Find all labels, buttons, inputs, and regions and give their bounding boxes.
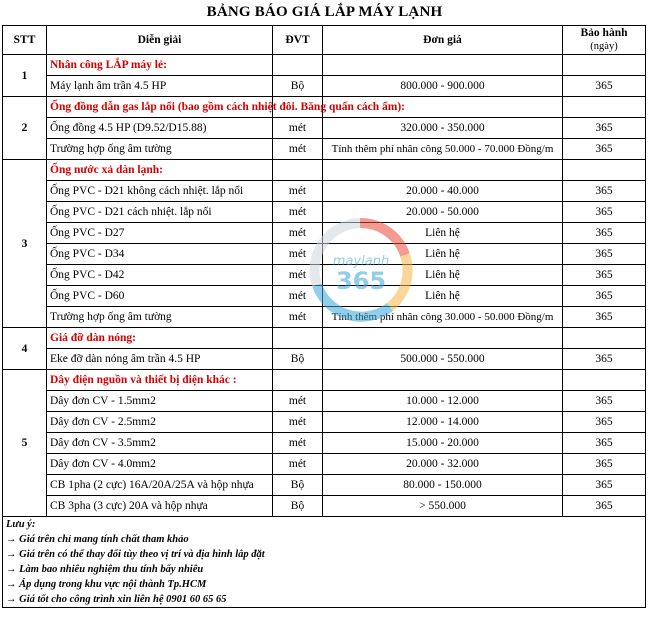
item-price: 10.000 - 12.000 bbox=[323, 391, 563, 412]
maylanh365-watermark-logo bbox=[305, 215, 415, 325]
item-description: Trường hợp ống âm tường bbox=[47, 307, 273, 328]
item-unit: mét bbox=[273, 412, 323, 433]
section-header-row bbox=[3, 370, 646, 391]
item-price: 12.000 - 14.000 bbox=[323, 412, 563, 433]
section-number: 4 bbox=[3, 328, 47, 370]
empty-cell bbox=[323, 160, 563, 181]
note-row bbox=[3, 577, 646, 592]
item-unit: mét bbox=[273, 223, 323, 244]
table-row bbox=[3, 118, 646, 139]
section-number: 3 bbox=[3, 160, 47, 328]
item-description: CB 3pha (3 cực) 20A và hộp nhựa bbox=[47, 496, 273, 517]
note-text: → Làm bao nhiêu nghiệm thu tính bấy nhiêu bbox=[3, 562, 646, 577]
item-description: Dây đơn CV - 2.5mm2 bbox=[47, 412, 273, 433]
note-text: → Áp dụng trong khu vực nội thành Tp.HCM bbox=[3, 577, 646, 592]
item-price: 20.000 - 32.000 bbox=[323, 454, 563, 475]
item-description: Eke đỡ dàn nóng âm trần 4.5 HP bbox=[47, 349, 273, 370]
item-price: 800.000 - 900.000 bbox=[323, 76, 563, 97]
item-warranty: 365 bbox=[563, 76, 646, 97]
item-warranty: 365 bbox=[563, 496, 646, 517]
item-unit: mét bbox=[273, 265, 323, 286]
header-description: Diễn giải bbox=[47, 26, 273, 55]
item-unit: mét bbox=[273, 307, 323, 328]
header-warranty-unit: (ngày) bbox=[590, 41, 618, 52]
item-price: Liên hệ bbox=[323, 244, 563, 265]
item-warranty: 365 bbox=[563, 475, 646, 496]
item-description: Ống PVC - D60 bbox=[47, 286, 273, 307]
item-unit: mét bbox=[273, 286, 323, 307]
item-price: 20.000 - 40.000 bbox=[323, 181, 563, 202]
item-price: Tính thêm phí nhân công 50.000 - 70.000 Đồng/m bbox=[323, 139, 563, 160]
item-price: 15.000 - 20.000 bbox=[323, 433, 563, 454]
item-price: > 550.000 bbox=[323, 496, 563, 517]
section-header-row bbox=[3, 97, 646, 118]
table-body bbox=[3, 55, 646, 608]
empty-cell bbox=[323, 328, 563, 349]
item-warranty: 365 bbox=[563, 265, 646, 286]
item-unit: mét bbox=[273, 454, 323, 475]
note-text: → Giá tốt cho công trình xin liên hệ 0901 60 65 65 bbox=[3, 592, 646, 608]
item-warranty: 365 bbox=[563, 118, 646, 139]
note-row bbox=[3, 547, 646, 562]
empty-cell bbox=[323, 370, 563, 391]
item-description: CB 1pha (2 cực) 16A/20A/25A và hộp nhựa bbox=[47, 475, 273, 496]
note-text: → Giá trên chỉ mang tính chất tham khảo bbox=[3, 532, 646, 547]
table-row bbox=[3, 433, 646, 454]
item-description: Dây đơn CV - 4.0mm2 bbox=[47, 454, 273, 475]
empty-cell bbox=[273, 55, 323, 76]
item-description: Ống PVC - D21 không cách nhiệt. lắp nổi bbox=[47, 181, 273, 202]
table-row bbox=[3, 391, 646, 412]
notes-heading-row bbox=[3, 517, 646, 533]
item-description: Ống đồng 4.5 HP (D9.52/D15.88) bbox=[47, 118, 273, 139]
table-row bbox=[3, 454, 646, 475]
section-title: Ống nước xả dàn lạnh: bbox=[47, 160, 273, 181]
header-warranty-label: Bảo hành bbox=[580, 27, 628, 39]
table-row bbox=[3, 412, 646, 433]
item-unit: mét bbox=[273, 139, 323, 160]
item-description: Ống PVC - D34 bbox=[47, 244, 273, 265]
item-price: Tính thêm phí nhân công 30.000 - 50.000 Đồng/m bbox=[323, 307, 563, 328]
watermark-brand: maylanh bbox=[332, 254, 390, 269]
item-warranty: 365 bbox=[563, 244, 646, 265]
section-title: Nhân công LẮP máy lẻ: bbox=[47, 55, 273, 76]
notes-heading: Lưu ý: bbox=[3, 517, 646, 533]
item-price: Liên hệ bbox=[323, 286, 563, 307]
watermark-number: 365 bbox=[335, 267, 387, 295]
item-warranty: 365 bbox=[563, 391, 646, 412]
header-price: Đơn giá bbox=[323, 26, 563, 55]
section-number: 5 bbox=[3, 370, 47, 517]
table-row bbox=[3, 76, 646, 97]
section-title: Dây điện nguồn và thiết bị điện khác : bbox=[47, 370, 273, 391]
item-description: Ống PVC - D42 bbox=[47, 265, 273, 286]
item-price: Liên hệ bbox=[323, 265, 563, 286]
item-price: 80.000 - 150.000 bbox=[323, 475, 563, 496]
item-warranty: 365 bbox=[563, 181, 646, 202]
header-stt: STT bbox=[3, 26, 47, 55]
item-description: Ống PVC - D27 bbox=[47, 223, 273, 244]
table-row bbox=[3, 139, 646, 160]
item-description: Máy lạnh âm trần 4.5 HP bbox=[47, 76, 273, 97]
item-description: Dây đơn CV - 1.5mm2 bbox=[47, 391, 273, 412]
table-row bbox=[3, 181, 646, 202]
item-unit: Bộ bbox=[273, 76, 323, 97]
empty-cell bbox=[563, 55, 646, 76]
empty-cell bbox=[563, 370, 646, 391]
item-unit: mét bbox=[273, 391, 323, 412]
page-title: BẢNG BÁO GIÁ LẮP MÁY LẠNH bbox=[206, 4, 443, 20]
empty-cell bbox=[273, 328, 323, 349]
item-price: 500.000 - 550.000 bbox=[323, 349, 563, 370]
note-row bbox=[3, 532, 646, 547]
item-unit: mét bbox=[273, 244, 323, 265]
section-title: Ống đồng dẫn gas lắp nổi (bao gồm cách nhiệt đôi. Băng quấn cách ẩm): bbox=[47, 97, 273, 118]
item-price: 320.000 - 350.000 bbox=[323, 118, 563, 139]
item-warranty: 365 bbox=[563, 286, 646, 307]
item-warranty: 365 bbox=[563, 139, 646, 160]
empty-cell bbox=[273, 160, 323, 181]
header-warranty bbox=[563, 26, 646, 55]
item-price: Liên hệ bbox=[323, 223, 563, 244]
table-row bbox=[3, 496, 646, 517]
section-title: Giá đỡ dàn nóng: bbox=[47, 328, 273, 349]
empty-cell bbox=[563, 97, 646, 118]
empty-cell bbox=[323, 55, 563, 76]
item-unit: mét bbox=[273, 202, 323, 223]
item-unit: Bộ bbox=[273, 496, 323, 517]
note-row bbox=[3, 592, 646, 608]
item-unit: Bộ bbox=[273, 475, 323, 496]
empty-cell bbox=[273, 370, 323, 391]
item-warranty: 365 bbox=[563, 202, 646, 223]
item-warranty: 365 bbox=[563, 454, 646, 475]
section-number: 1 bbox=[3, 55, 47, 97]
section-header-row bbox=[3, 55, 646, 76]
item-description: Ống PVC - D21 cách nhiệt. lắp nổi bbox=[47, 202, 273, 223]
item-price: 20.000 - 50.000 bbox=[323, 202, 563, 223]
note-text: → Giá trên có thể thay đổi tùy theo vị trí và địa hình lắp đặt bbox=[3, 547, 646, 562]
item-warranty: 365 bbox=[563, 223, 646, 244]
item-description: Dây đơn CV - 3.5mm2 bbox=[47, 433, 273, 454]
section-header-row bbox=[3, 328, 646, 349]
item-unit: mét bbox=[273, 118, 323, 139]
header-unit: ĐVT bbox=[273, 26, 323, 55]
note-row bbox=[3, 562, 646, 577]
item-warranty: 365 bbox=[563, 349, 646, 370]
table-row bbox=[3, 475, 646, 496]
item-warranty: 365 bbox=[563, 412, 646, 433]
item-unit: Bộ bbox=[273, 349, 323, 370]
empty-cell bbox=[563, 328, 646, 349]
section-header-row bbox=[3, 160, 646, 181]
item-unit: mét bbox=[273, 181, 323, 202]
table-row bbox=[3, 349, 646, 370]
item-warranty: 365 bbox=[563, 433, 646, 454]
item-warranty: 365 bbox=[563, 307, 646, 328]
section-number: 2 bbox=[3, 97, 47, 160]
empty-cell bbox=[563, 160, 646, 181]
item-description: Trường hợp ống âm tường bbox=[47, 139, 273, 160]
item-unit: mét bbox=[273, 433, 323, 454]
